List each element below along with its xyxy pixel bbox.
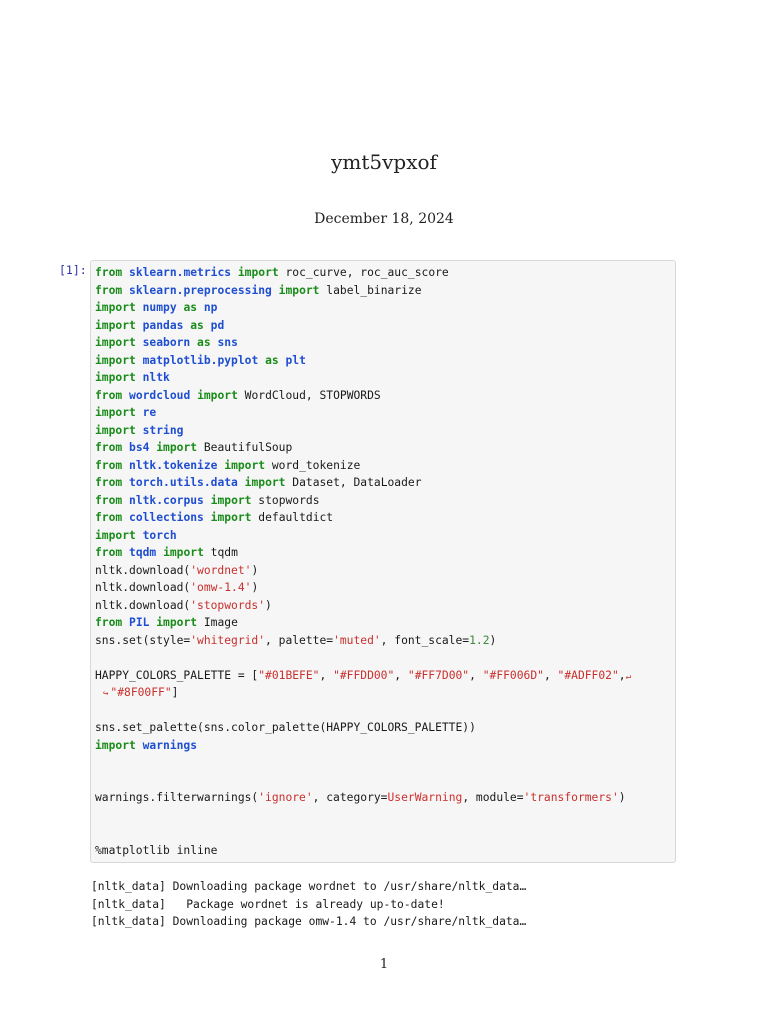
code-token: [122, 459, 129, 472]
code-token: import: [237, 266, 279, 279]
code-line: [95, 299, 631, 317]
code-token: [122, 546, 129, 559]
code-line: [95, 702, 631, 720]
code-token: , category=: [312, 791, 388, 804]
code-token: [231, 266, 238, 279]
code-line: [95, 772, 631, 790]
code-token: word_tokenize: [265, 458, 361, 472]
code-token: ,: [394, 668, 408, 682]
code-token: as: [190, 318, 204, 332]
code-token: PIL: [129, 616, 150, 629]
code-token: [136, 371, 143, 384]
code-token: 'stopwords': [190, 598, 266, 612]
code-token: [122, 389, 129, 402]
code-token: UserWarning: [387, 791, 463, 804]
code-token: WordCloud, STOPWORDS: [237, 388, 381, 402]
code-token: nltk.download(: [95, 598, 191, 612]
code-token: ↵: [625, 671, 631, 682]
code-line: [95, 527, 631, 545]
code-token: "#01BEFE": [258, 668, 320, 682]
code-cell-source[interactable]: [95, 264, 631, 859]
code-token: [122, 266, 129, 279]
code-token: ,: [618, 668, 626, 682]
code-token: ): [489, 633, 497, 647]
code-token: np: [203, 301, 218, 314]
code-line: [95, 264, 631, 282]
code-token: matplotlib.pyplot: [142, 353, 259, 367]
code-token: from: [95, 546, 123, 559]
code-token: , module=: [462, 791, 524, 804]
code-token: pd: [210, 318, 225, 332]
code-token: [204, 319, 211, 332]
output-line: [nltk_data] Downloading package wordnet to /usr/share/nltk_data…: [91, 880, 527, 893]
code-token: collections: [129, 511, 204, 524]
code-line: [95, 754, 631, 772]
code-token: [136, 739, 143, 752]
code-token: [238, 476, 245, 489]
code-token: "#FFDD00": [333, 668, 395, 682]
code-token: %matplotlib inline: [95, 843, 218, 857]
code-token: [122, 511, 129, 524]
code-token: "#8F00FF": [110, 686, 172, 699]
code-token: import: [244, 476, 286, 489]
code-token: import: [210, 511, 252, 524]
code-line: [95, 789, 631, 807]
code-line: [95, 597, 631, 615]
code-token: ,: [469, 668, 483, 682]
code-token: sns.set(style=: [95, 633, 191, 647]
code-line: [95, 492, 631, 510]
code-token: [122, 476, 129, 489]
code-token: Image: [197, 616, 238, 629]
code-line: [95, 614, 631, 632]
code-token: "#ADFF02": [557, 668, 619, 682]
document-date: December 18, 2024: [314, 211, 454, 227]
code-line: [95, 719, 631, 737]
code-token: [136, 336, 143, 349]
page-number: 1: [379, 957, 389, 972]
code-token: 'omw-1.4': [190, 581, 252, 594]
code-token: 'ignore': [258, 791, 313, 804]
code-token: stopwords: [251, 493, 320, 507]
code-token: "#FF7D00": [407, 668, 470, 682]
code-token: from: [95, 476, 123, 489]
code-token: ): [251, 581, 259, 594]
code-line: [95, 842, 631, 860]
code-token: sklearn.preprocessing: [129, 283, 272, 297]
code-line: [95, 807, 631, 825]
code-token: string: [142, 423, 184, 437]
code-line: [95, 334, 631, 352]
code-token: [122, 616, 129, 629]
code-token: 'wordnet': [190, 563, 252, 577]
code-token: as: [265, 353, 279, 367]
code-token: from: [95, 458, 123, 472]
code-line: [95, 369, 631, 387]
code-token: import: [95, 336, 136, 349]
code-token: pandas: [142, 318, 184, 332]
code-line: [95, 544, 631, 562]
code-token: defaultdict: [251, 511, 334, 524]
code-token: ): [618, 791, 626, 804]
code-token: from: [95, 511, 123, 524]
code-token: as: [197, 336, 211, 349]
code-token: nltk.download(: [95, 581, 191, 594]
code-token: [136, 354, 143, 367]
code-line: [95, 474, 631, 492]
code-token: [122, 494, 129, 507]
code-token: from: [95, 493, 123, 507]
code-token: [272, 284, 279, 297]
code-token: ↪: [103, 689, 109, 699]
cell-output: [91, 878, 526, 931]
code-token: tqdm: [129, 546, 157, 559]
code-token: import: [95, 406, 136, 419]
code-token: import: [156, 441, 198, 454]
code-token: import: [95, 318, 136, 332]
code-token: import: [278, 283, 320, 297]
code-line: [95, 562, 631, 580]
code-token: seaborn: [142, 336, 191, 349]
code-token: import: [95, 738, 136, 752]
code-line: [95, 509, 631, 527]
output-line: [nltk_data] Downloading package omw-1.4 to /usr/share/nltk_data…: [91, 915, 527, 928]
code-token: sklearn.metrics: [129, 266, 232, 279]
code-line: [95, 649, 631, 667]
code-token: [136, 406, 143, 419]
code-token: torch.utils.data: [129, 476, 238, 489]
code-token: plt: [285, 353, 306, 367]
code-token: , palette=: [265, 633, 334, 647]
code-token: tqdm: [203, 546, 238, 559]
code-token: [136, 319, 143, 332]
code-token: [136, 529, 143, 542]
code-token: nltk: [142, 371, 170, 384]
code-line: [95, 282, 631, 300]
code-token: bs4: [129, 441, 150, 454]
code-token: [204, 511, 211, 524]
code-token: ,: [319, 668, 334, 682]
code-token: from: [95, 283, 123, 297]
code-token: import: [163, 546, 204, 559]
code-token: from: [95, 616, 123, 629]
code-line: [95, 579, 631, 597]
code-token: [204, 494, 211, 507]
code-token: torch: [142, 528, 177, 542]
code-token: 1.2: [469, 633, 490, 647]
code-token: label_binarize: [319, 283, 422, 297]
code-token: from: [95, 441, 123, 454]
code-token: import: [95, 371, 136, 384]
output-line: [nltk_data] Package wordnet is already up-to-date!: [91, 897, 445, 911]
code-token: 'transformers': [523, 791, 619, 804]
code-token: ,: [543, 668, 558, 682]
code-token: sns: [217, 336, 238, 349]
code-token: [122, 441, 129, 454]
code-token: numpy: [142, 301, 177, 314]
code-line: [95, 684, 631, 702]
code-token: [136, 424, 143, 437]
code-token: roc_curve, roc_auc_score: [278, 266, 449, 279]
code-token: [122, 284, 129, 297]
document-title: ymt5vpxof: [331, 150, 437, 174]
code-line: [95, 422, 631, 440]
code-token: import: [224, 458, 266, 472]
code-token: [197, 301, 204, 314]
code-token: HAPPY_COLORS_PALETTE = [: [95, 668, 259, 682]
code-token: import: [197, 388, 238, 402]
code-line: [95, 457, 631, 475]
code-line: [95, 387, 631, 405]
code-token: warnings.filterwarnings(: [95, 791, 259, 804]
code-line: [95, 632, 631, 650]
code-token: Dataset, DataLoader: [285, 476, 422, 489]
code-token: import: [156, 616, 198, 629]
code-token: wordcloud: [129, 388, 191, 402]
code-line: [95, 404, 631, 422]
code-token: nltk.tokenize: [129, 458, 218, 472]
code-token: import: [95, 301, 136, 314]
code-token: from: [95, 266, 123, 279]
code-line: [95, 824, 631, 842]
code-token: import: [95, 423, 136, 437]
code-line: [95, 317, 631, 335]
code-token: ]: [171, 686, 179, 699]
code-token: "#FF006D": [482, 668, 544, 682]
code-line: [95, 352, 631, 370]
code-token: ): [251, 563, 259, 577]
code-token: , font_scale=: [380, 633, 470, 647]
code-token: import: [95, 528, 136, 542]
cell-execution-prompt: [1]:: [59, 263, 87, 277]
code-token: nltk.corpus: [129, 493, 204, 507]
code-token: 'muted': [333, 633, 381, 647]
code-token: nltk.download(: [95, 563, 191, 577]
code-token: re: [142, 406, 157, 419]
code-token: import: [95, 353, 136, 367]
code-line: [95, 737, 631, 755]
code-token: [136, 301, 143, 314]
code-token: import: [210, 493, 252, 507]
code-token: as: [183, 301, 198, 314]
code-token: BeautifulSoup: [197, 441, 293, 454]
code-token: sns.set_palette(sns.color_palette(HAPPY_COLORS_PALETTE)): [95, 721, 476, 734]
code-token: ): [265, 598, 272, 612]
code-line: [95, 667, 631, 685]
code-token: 'whitegrid': [190, 633, 266, 647]
code-line: [95, 439, 631, 457]
code-token: from: [95, 388, 123, 402]
code-token: warnings: [142, 738, 198, 752]
